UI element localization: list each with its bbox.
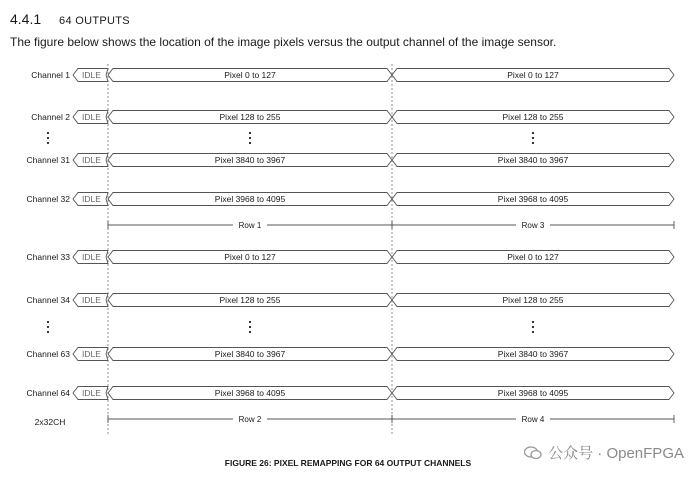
channel-mode-label: 2x32CH (34, 417, 66, 427)
channel-label: Channel 2 (31, 112, 70, 122)
ellipsis-dot (532, 326, 534, 328)
idle-label: IDLE (82, 194, 101, 204)
watermark (524, 442, 684, 463)
row-label: Row 2 (238, 415, 262, 424)
pixel-range-label: Pixel 3968 to 4095 (214, 194, 286, 204)
idle-label: IDLE (82, 112, 101, 122)
idle-label: IDLE (82, 349, 101, 359)
ellipsis-dot (47, 142, 49, 144)
section-description: The figure below shows the location of the image pixels versus the output channel of the image sensor. (10, 35, 557, 49)
pixel-range-label: Pixel 0 to 127 (507, 252, 559, 262)
ellipsis-dot (532, 321, 534, 323)
pixel-range-label: Pixel 0 to 127 (224, 70, 276, 80)
watermark-text: 公众号 · OpenFPGA (548, 445, 684, 462)
ellipsis-dot (532, 331, 534, 333)
ellipsis-dot (249, 331, 251, 333)
ellipsis-dot (249, 132, 251, 134)
pixel-range-label: Pixel 128 to 255 (219, 295, 281, 305)
pixel-range-label: Pixel 128 to 255 (502, 112, 564, 122)
figure-caption: FIGURE 26: PIXEL REMAPPING FOR 64 OUTPUT CHANNELS (224, 458, 472, 468)
ellipsis-dot (47, 326, 49, 328)
ellipsis-dot (249, 321, 251, 323)
pixel-range-label: Pixel 128 to 255 (219, 112, 281, 122)
pixel-range-label: Pixel 3840 to 3967 (214, 155, 286, 165)
pixel-range-label: Pixel 0 to 127 (224, 252, 276, 262)
pixel-range-label: Pixel 0 to 127 (507, 70, 559, 80)
pixel-range-label: Pixel 3840 to 3967 (214, 349, 286, 359)
pixel-range-label: Pixel 3968 to 4095 (497, 388, 569, 398)
section-number: 4.4.1 (10, 11, 42, 27)
ellipsis-dot (532, 137, 534, 139)
ellipsis-dot (249, 142, 251, 144)
ellipsis-dot (249, 137, 251, 139)
ellipsis-dot (249, 326, 251, 328)
idle-label: IDLE (82, 295, 101, 305)
wechat-icon (524, 446, 542, 460)
pixel-range-label: Pixel 3840 to 3967 (497, 349, 569, 359)
pixel-range-label: Pixel 3840 to 3967 (497, 155, 569, 165)
ellipsis-dot (47, 132, 49, 134)
row-label: Row 4 (521, 415, 545, 424)
ellipsis-dot (47, 137, 49, 139)
channel-label: Channel 33 (26, 252, 70, 262)
channel-label: Channel 64 (26, 388, 70, 398)
row-label: Row 3 (521, 221, 545, 230)
channel-label: Channel 31 (26, 155, 70, 165)
ellipsis-dot (47, 331, 49, 333)
idle-label: IDLE (82, 252, 101, 262)
channel-label: Channel 32 (26, 194, 70, 204)
ellipsis-dot (47, 321, 49, 323)
row-label: Row 1 (238, 221, 262, 230)
idle-label: IDLE (82, 70, 101, 80)
channel-label: Channel 34 (26, 295, 70, 305)
channel-label: Channel 63 (26, 349, 70, 359)
ellipsis-dot (532, 142, 534, 144)
pixel-range-label: Pixel 3968 to 4095 (497, 194, 569, 204)
idle-label: IDLE (82, 388, 101, 398)
channel-label: Channel 1 (31, 70, 70, 80)
pixel-range-label: Pixel 128 to 255 (502, 295, 564, 305)
pixel-range-label: Pixel 3968 to 4095 (214, 388, 286, 398)
section-title: 64 OUTPUTS (59, 15, 130, 27)
idle-label: IDLE (82, 155, 101, 165)
ellipsis-dot (532, 132, 534, 134)
